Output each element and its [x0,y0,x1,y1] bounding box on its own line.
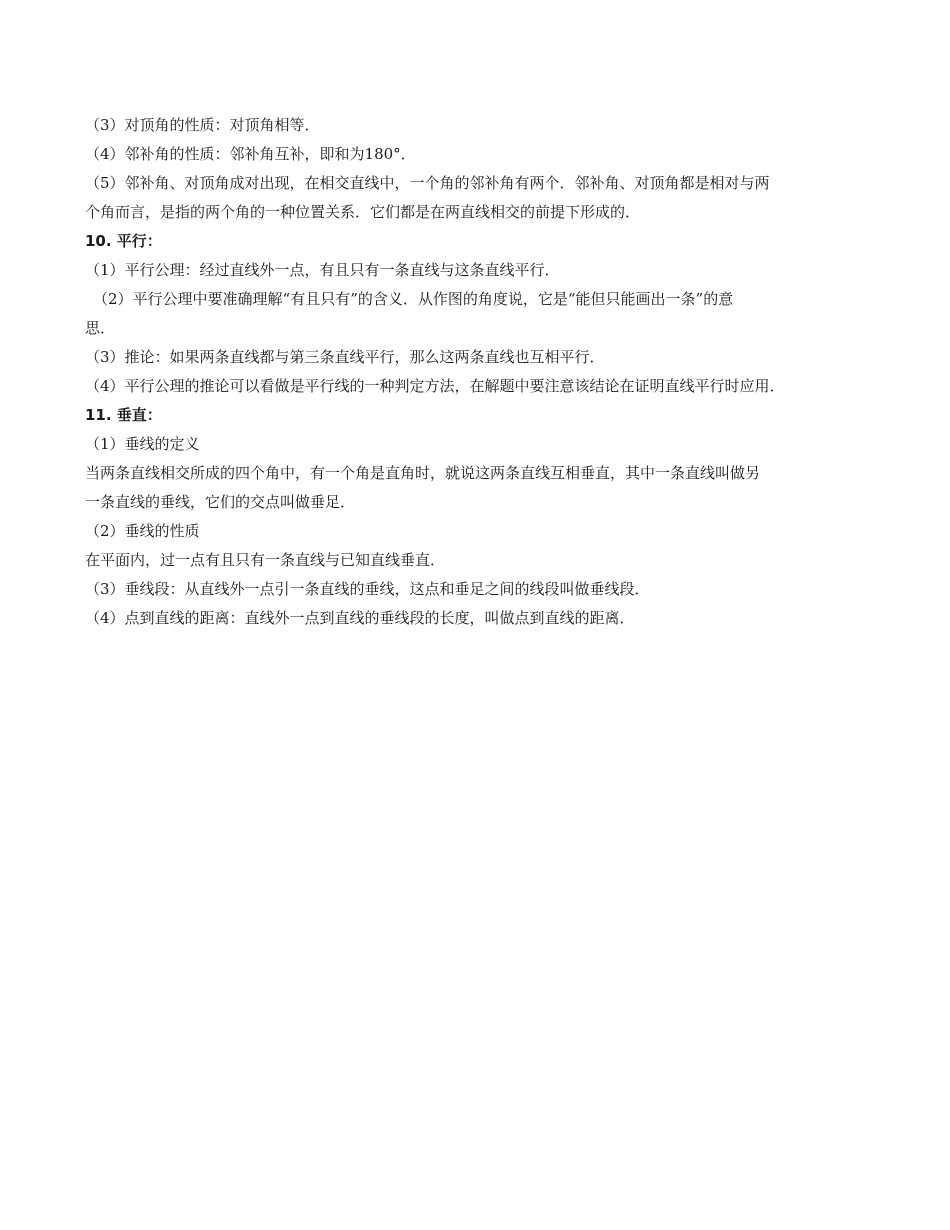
text-line: （5）邻补角、对顶角成对出现，在相交直线中，一个角的邻补角有两个．邻补角、对顶角都是相对与两 [85,174,770,192]
text-line: 当两条直线相交所成的四个角中，有一个角是直角时，就说这两条直线互相垂直，其中一条直线叫做另 [85,464,761,482]
text-line: （4）邻补角的性质：邻补角互补，即和为180°． [85,145,416,163]
text-line: （2）垂线的性质 [85,522,200,540]
text-line: （1）垂线的定义 [85,435,200,453]
text-line: 在平面内，过一点有且只有一条直线与已知直线垂直． [85,551,446,569]
text-line: （3）垂线段：从直线外一点引一条直线的垂线，这点和垂足之间的线段叫做垂线段． [85,580,650,598]
text-line: （4）点到直线的距离：直线外一点到直线的垂线段的长度，叫做点到直线的距离． [85,609,635,627]
text-line: （3）对顶角的性质：对顶角相等． [85,116,320,134]
text-line: 个角而言，是指的两个角的一种位置关系．它们都是在两直线相交的前提下形成的． [85,203,641,221]
section-heading-perpendicular: 11. 垂直： [85,406,162,424]
text-line: （3）推论：如果两条直线都与第三条直线平行，那么这两条直线也互相平行． [85,348,605,366]
text-line: 思． [85,319,116,337]
section-heading-parallel: 10. 平行： [85,232,162,250]
text-line: （4）平行公理的推论可以看做是平行线的一种判定方法，在解题中要注意该结论在证明直线平行时应用． [85,377,785,395]
document-page [85,111,875,633]
text-line: （1）平行公理：经过直线外一点，有且只有一条直线与这条直线平行． [85,261,560,279]
text-line: （2）平行公理中要准确理解“有且只有”的含义．从作图的角度说，它是“能但只能画出一条”的意 [93,290,734,308]
text-line: 一条直线的垂线，它们的交点叫做垂足． [85,493,356,511]
